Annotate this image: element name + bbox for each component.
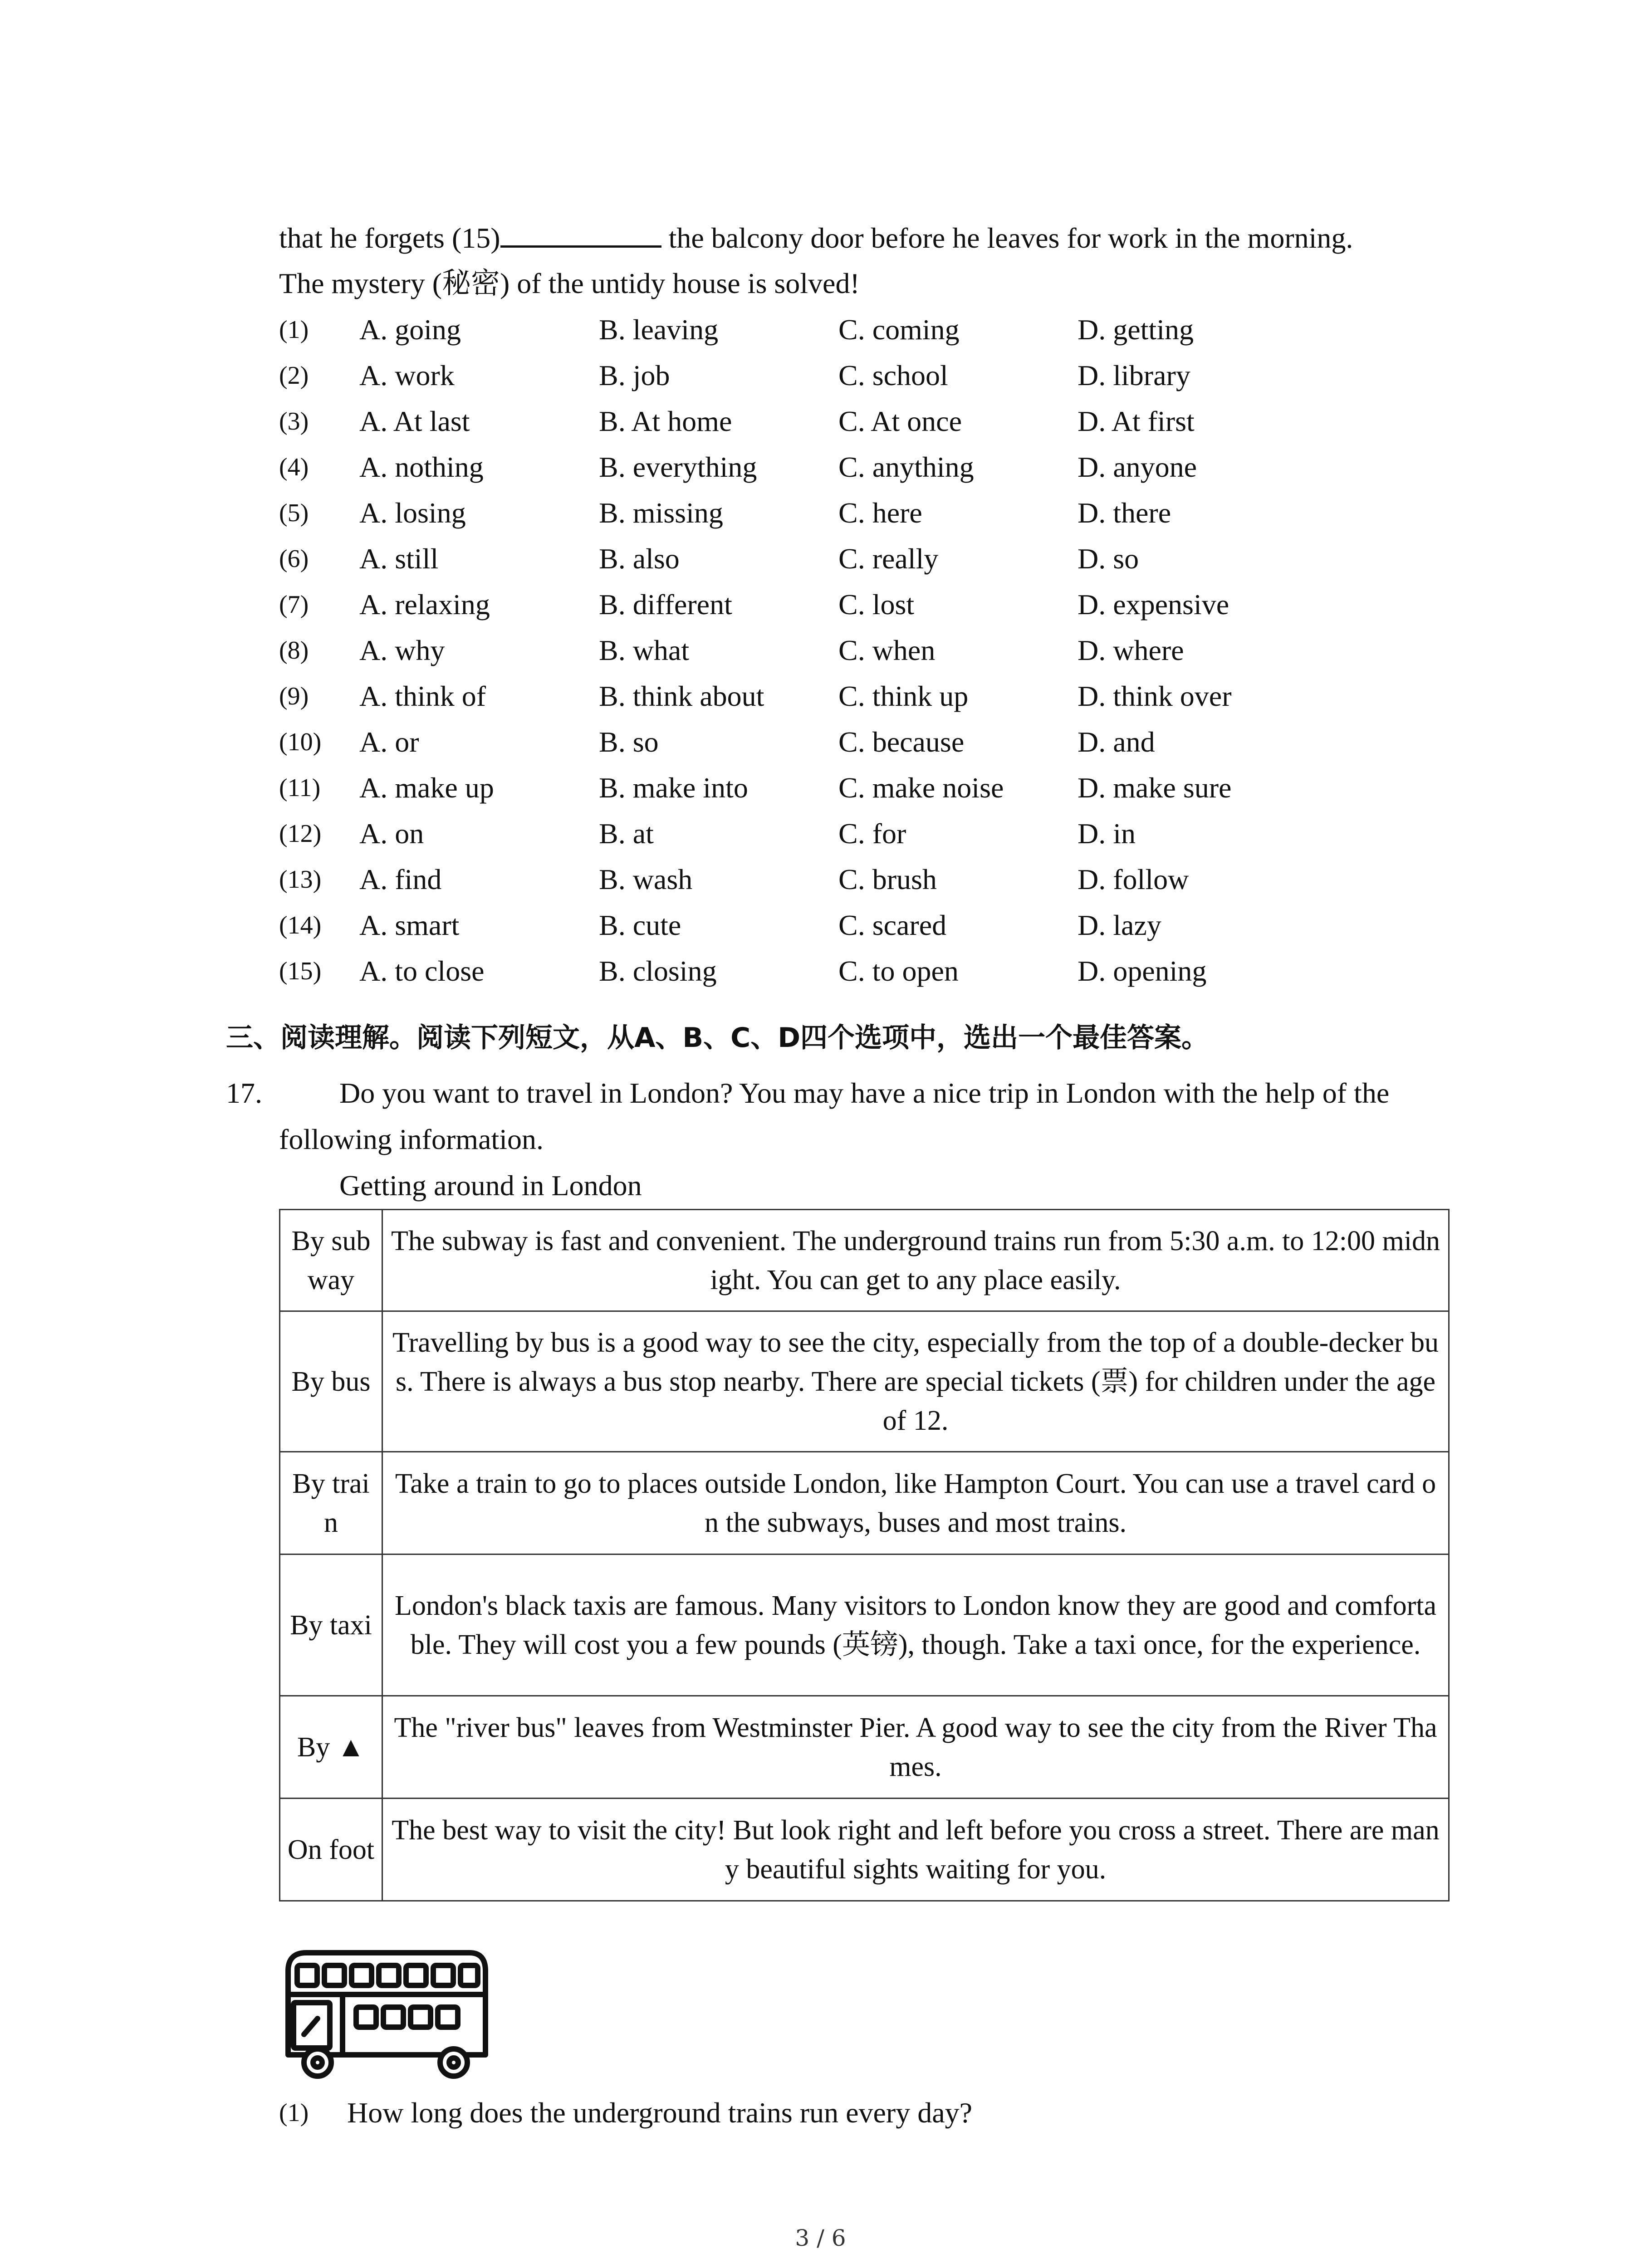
option-b[interactable]: B. cute (599, 909, 681, 941)
option-row (0, 307, 1641, 353)
sub-question-text: How long does the underground trains run every day? (347, 2097, 973, 2129)
option-b[interactable]: B. missing (599, 497, 723, 529)
transport-mode: On foot (280, 1799, 382, 1901)
transport-description: The "river bus" leaves from Westminster Pier. A good way to see the city from the River Thames. (382, 1696, 1449, 1799)
table-row (280, 1210, 1449, 1311)
transport-mode: By ▲ (280, 1696, 382, 1799)
option-d[interactable]: D. and (1078, 726, 1155, 758)
option-b[interactable]: B. also (599, 543, 680, 575)
question-number: (10) (279, 728, 322, 756)
passage-line-2: The mystery (秘密) of the untidy house is solved! (279, 267, 860, 299)
option-b[interactable]: B. At home (599, 405, 732, 437)
question-number: (6) (279, 545, 309, 573)
passage-text: the balcony door before he leaves for work in the morning. (661, 222, 1353, 254)
option-row (0, 490, 1641, 537)
option-d[interactable]: D. so (1078, 543, 1139, 575)
option-row (0, 628, 1641, 674)
option-a[interactable]: A. make up (359, 772, 494, 804)
table-row (280, 1696, 1449, 1799)
sub-question-number: (1) (279, 2099, 309, 2127)
transport-mode: By train (280, 1452, 382, 1554)
transport-mode: By taxi (280, 1554, 382, 1696)
option-c[interactable]: C. here (838, 497, 922, 529)
option-a[interactable]: A. relaxing (359, 588, 490, 621)
option-row (0, 536, 1641, 582)
option-c[interactable]: C. for (838, 817, 906, 850)
option-b[interactable]: B. what (599, 634, 690, 666)
option-c[interactable]: C. to open (838, 955, 959, 987)
option-d[interactable]: D. library (1078, 359, 1190, 391)
table-row (280, 1452, 1449, 1554)
option-row (0, 719, 1641, 766)
section-heading: 三、阅读理解。阅读下列短文，从A、B、C、D四个选项中，选出一个最佳答案。 (226, 1022, 1209, 1054)
option-d[interactable]: D. where (1078, 634, 1184, 666)
option-d[interactable]: D. think over (1078, 680, 1232, 712)
question-number: (15) (279, 957, 322, 985)
transport-mode: By subway (280, 1210, 382, 1311)
option-a[interactable]: A. going (359, 313, 461, 346)
double-decker-bus-icon (279, 1944, 497, 2084)
option-b[interactable]: B. different (599, 588, 732, 621)
transport-description: Travelling by bus is a good way to see the city, especially from the top of a double-decker bus. There is always a bus stop nearby. There are special tickets (票) for children under the age of 12. (382, 1311, 1449, 1452)
option-a[interactable]: A. think of (359, 680, 486, 712)
option-b[interactable]: B. so (599, 726, 659, 758)
option-c[interactable]: C. anything (838, 451, 974, 483)
answer-blank-15[interactable] (500, 218, 661, 248)
option-a[interactable]: A. losing (359, 497, 466, 529)
passage-text: that he forgets (15) (279, 222, 500, 254)
option-d[interactable]: D. anyone (1078, 451, 1197, 483)
option-d[interactable]: D. follow (1078, 863, 1189, 895)
question-number: (2) (279, 362, 309, 390)
table-title: Getting around in London (339, 1169, 642, 1202)
option-a[interactable]: A. work (359, 359, 455, 391)
passage-line-1 (279, 215, 1353, 261)
transport-table (279, 1209, 1450, 1901)
transport-description: Take a train to go to places outside London, like Hampton Court. You can use a travel card on the subways, buses and most trains. (382, 1452, 1449, 1554)
option-c[interactable]: C. think up (838, 680, 969, 712)
option-c[interactable]: C. coming (838, 313, 960, 346)
question-number-17: 17. (226, 1077, 262, 1109)
question-number: (9) (279, 682, 309, 710)
option-row (0, 445, 1641, 491)
option-a[interactable]: A. smart (359, 909, 460, 941)
option-row (0, 674, 1641, 720)
option-a[interactable]: A. At last (359, 405, 470, 437)
transport-description: London's black taxis are famous. Many visitors to London know they are good and comfortable. They will cost you a few pounds (英镑), though. Take a taxi once, for the experience. (382, 1554, 1449, 1696)
option-d[interactable]: D. opening (1078, 955, 1207, 987)
transport-mode: By bus (280, 1311, 382, 1452)
option-c[interactable]: C. really (838, 543, 939, 575)
option-a[interactable]: A. why (359, 634, 445, 666)
question-number: (3) (279, 407, 309, 435)
table-row (280, 1554, 1449, 1696)
option-c[interactable]: C. school (838, 359, 948, 391)
option-d[interactable]: D. getting (1078, 313, 1194, 346)
option-row (0, 857, 1641, 903)
option-c[interactable]: C. lost (838, 588, 915, 621)
transport-description: The best way to visit the city! But look right and left before you cross a street. There are many beautiful sights waiting for you. (382, 1799, 1449, 1901)
question-number: (8) (279, 636, 309, 665)
option-c[interactable]: C. because (838, 726, 965, 758)
question-number: (14) (279, 911, 322, 939)
option-b[interactable]: B. wash (599, 863, 693, 895)
option-c[interactable]: C. At once (838, 405, 962, 437)
question-intro: Do you want to travel in London? You may have a nice trip in London with the help of the (339, 1077, 1390, 1109)
question-number: (11) (279, 774, 321, 802)
option-d[interactable]: D. in (1078, 817, 1136, 850)
question-number: (5) (279, 499, 309, 527)
option-b[interactable]: B. at (599, 817, 654, 850)
option-a[interactable]: A. nothing (359, 451, 484, 483)
option-c[interactable]: C. make noise (838, 772, 1004, 804)
option-b[interactable]: B. closing (599, 955, 717, 987)
table-row (280, 1799, 1449, 1901)
option-row (0, 903, 1641, 949)
question-number: (7) (279, 591, 309, 619)
option-c[interactable]: C. when (838, 634, 936, 666)
option-d[interactable]: D. there (1078, 497, 1171, 529)
option-row (0, 765, 1641, 811)
option-b[interactable]: B. make into (599, 772, 748, 804)
page-number: 3 / 6 (795, 2225, 846, 2251)
option-b[interactable]: B. job (599, 359, 670, 391)
option-a[interactable]: A. on (359, 817, 424, 850)
question-intro: following information. (279, 1123, 544, 1155)
option-b[interactable]: B. everything (599, 451, 757, 483)
option-a[interactable]: A. or (359, 726, 419, 758)
option-row (0, 948, 1641, 995)
question-number: (13) (279, 865, 322, 894)
option-a[interactable]: A. to close (359, 955, 485, 987)
option-b[interactable]: B. leaving (599, 313, 719, 346)
option-row (0, 353, 1641, 399)
question-number: (1) (279, 316, 309, 344)
option-row (0, 811, 1641, 857)
option-c[interactable]: C. scared (838, 909, 947, 941)
table-row (280, 1311, 1449, 1452)
option-b[interactable]: B. think about (599, 680, 764, 712)
question-number: (4) (279, 453, 309, 481)
option-row (0, 582, 1641, 628)
transport-description: The subway is fast and convenient. The underground trains run from 5:30 a.m. to 12:00 midnight. You can get to any place easily. (382, 1210, 1449, 1311)
option-a[interactable]: A. still (359, 543, 439, 575)
question-number: (12) (279, 820, 322, 848)
option-d[interactable]: D. lazy (1078, 909, 1161, 941)
option-c[interactable]: C. brush (838, 863, 937, 895)
option-d[interactable]: D. make sure (1078, 772, 1232, 804)
option-d[interactable]: D. At first (1078, 405, 1195, 437)
option-a[interactable]: A. find (359, 863, 442, 895)
option-row (0, 399, 1641, 445)
option-d[interactable]: D. expensive (1078, 588, 1230, 621)
